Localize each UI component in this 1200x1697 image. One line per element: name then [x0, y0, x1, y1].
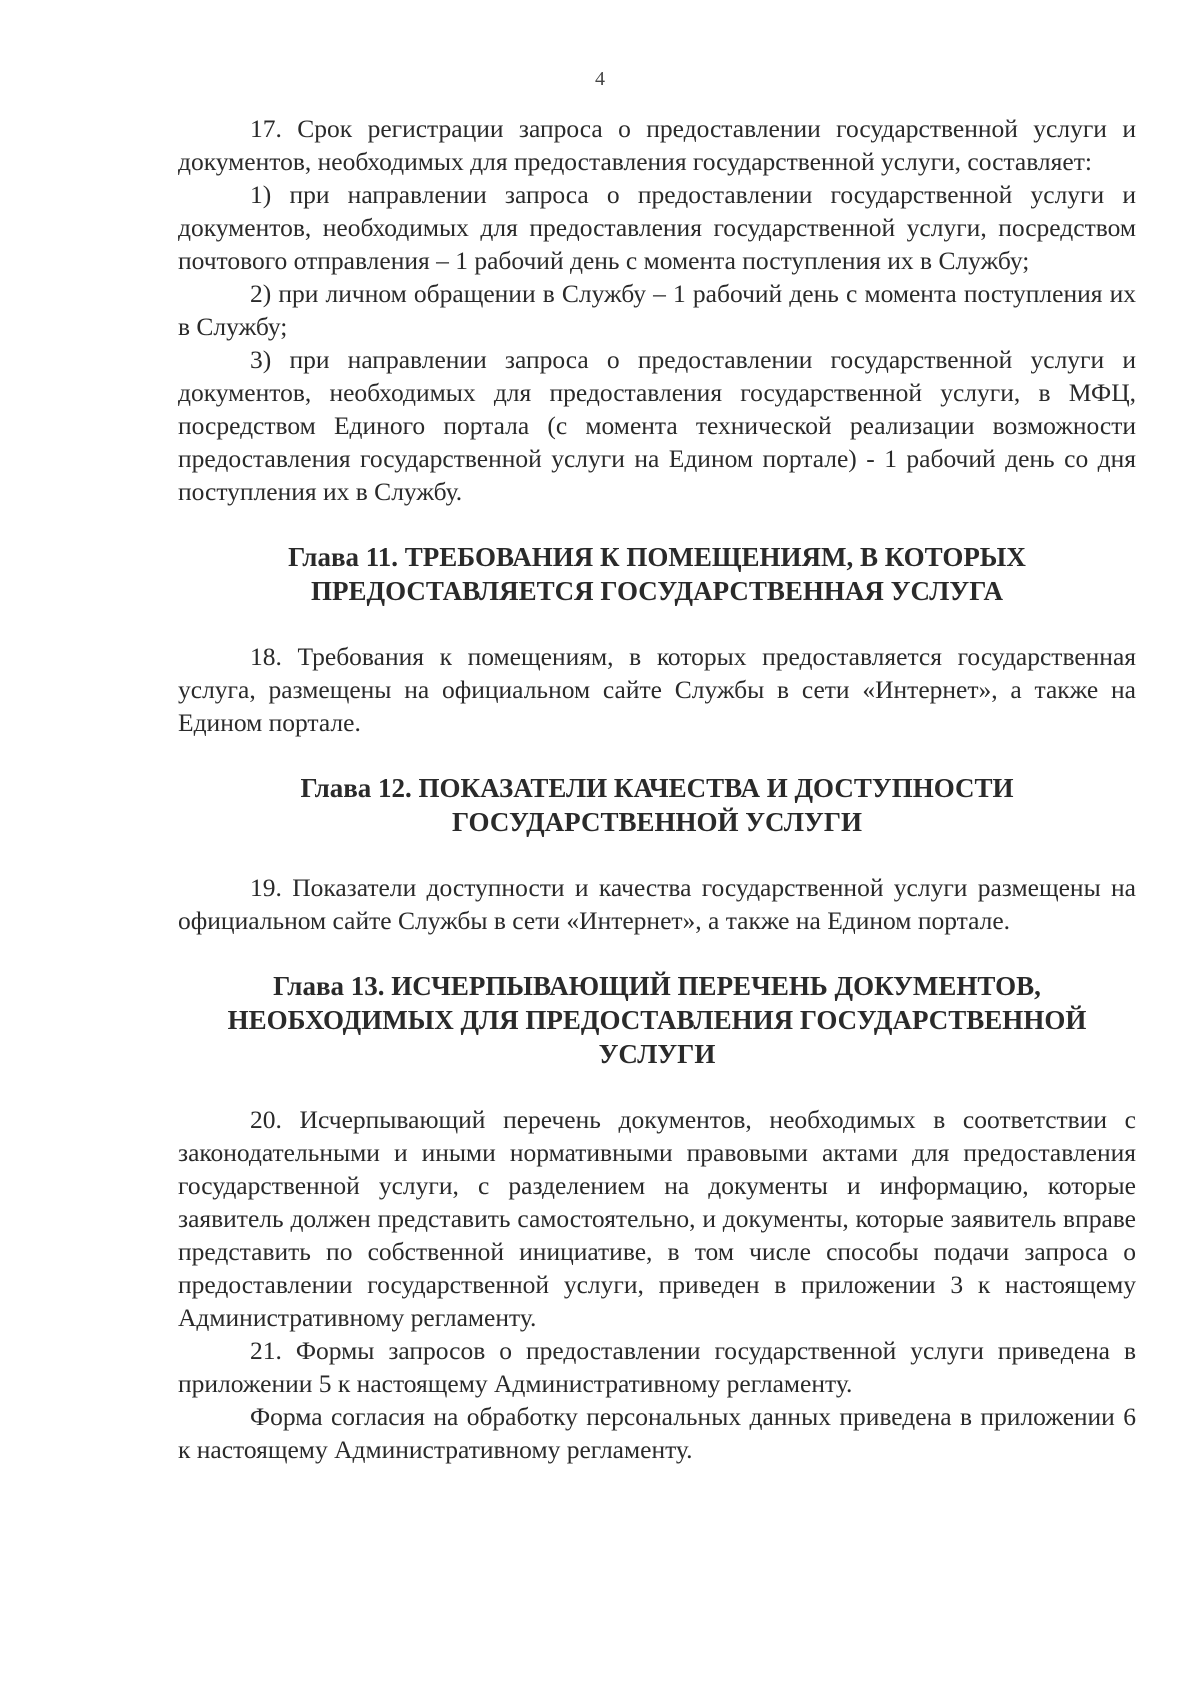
paragraph-17: 17. Срок регистрации запроса о предоставлении государственной услуги и документов, необходимых для предоставления государственной услуги, составляет:	[178, 114, 1136, 176]
chapter-11-heading: Глава 11. ТРЕБОВАНИЯ К ПОМЕЩЕНИЯМ, В КОТОРЫХ ПРЕДОСТАВЛЯЕТСЯ ГОСУДАРСТВЕННАЯ УСЛУГА	[288, 542, 1026, 606]
paragraph-17-item-1: 1) при направлении запроса о предоставлении государственной услуги и документов, необходимых для предоставления государственной услуги, посредством почтового отправления – 1 рабочий день с момента поступления их в Службу;	[178, 180, 1136, 275]
document-body	[178, 112, 1136, 1466]
paragraph-19: 19. Показатели доступности и качества государственной услуги размещены на официальном сайте Службы в сети «Интернет», а также на Едином портале.	[178, 873, 1136, 935]
paragraph-20: 20. Исчерпывающий перечень документов, необходимых в соответствии с законодательными и иными нормативными правовыми актами для предоставления государственной услуги, с разделением на документы и информацию, которые заявитель должен представить самостоятельно, и документы, которые заявитель вправе представить по собственной инициативе, в том числе способы подачи запроса о предоставлении государственной услуги, приведен в приложении 3 к настоящему Административному регламенту.	[178, 1105, 1136, 1332]
paragraph-21-consent-form: Форма согласия на обработку персональных данных приведена в приложении 6 к настоящему Административному регламенту.	[178, 1402, 1136, 1464]
paragraph-21: 21. Формы запросов о предоставлении государственной услуги приведена в приложении 5 к настоящему Административному регламенту.	[178, 1336, 1136, 1398]
paragraph-17-item-3: 3) при направлении запроса о предоставлении государственной услуги и документов, необходимых для предоставления государственной услуги, в МФЦ, посредством Единого портала (с момента технической реализации возможности предоставления государственной услуги на Едином портале) - 1 рабочий день со дня поступления их в Службу.	[178, 345, 1136, 506]
paragraph-18: 18. Требования к помещениям, в которых предоставляется государственная услуга, размещены на официальном сайте Службы в сети «Интернет», а также на Едином портале.	[178, 642, 1136, 737]
chapter-12-heading: Глава 12. ПОКАЗАТЕЛИ КАЧЕСТВА И ДОСТУПНОСТИ ГОСУДАРСТВЕННОЙ УСЛУГИ	[300, 773, 1014, 837]
chapter-13-heading: Глава 13. ИСЧЕРПЫВАЮЩИЙ ПЕРЕЧЕНЬ ДОКУМЕНТОВ, НЕОБХОДИМЫХ ДЛЯ ПРЕДОСТАВЛЕНИЯ ГОСУДАРСТВЕННОЙ УСЛУГИ	[227, 971, 1087, 1069]
page-number: 4	[595, 68, 605, 90]
paragraph-17-item-2: 2) при личном обращении в Службу – 1 рабочий день с момента поступления их в Службу;	[178, 279, 1136, 341]
